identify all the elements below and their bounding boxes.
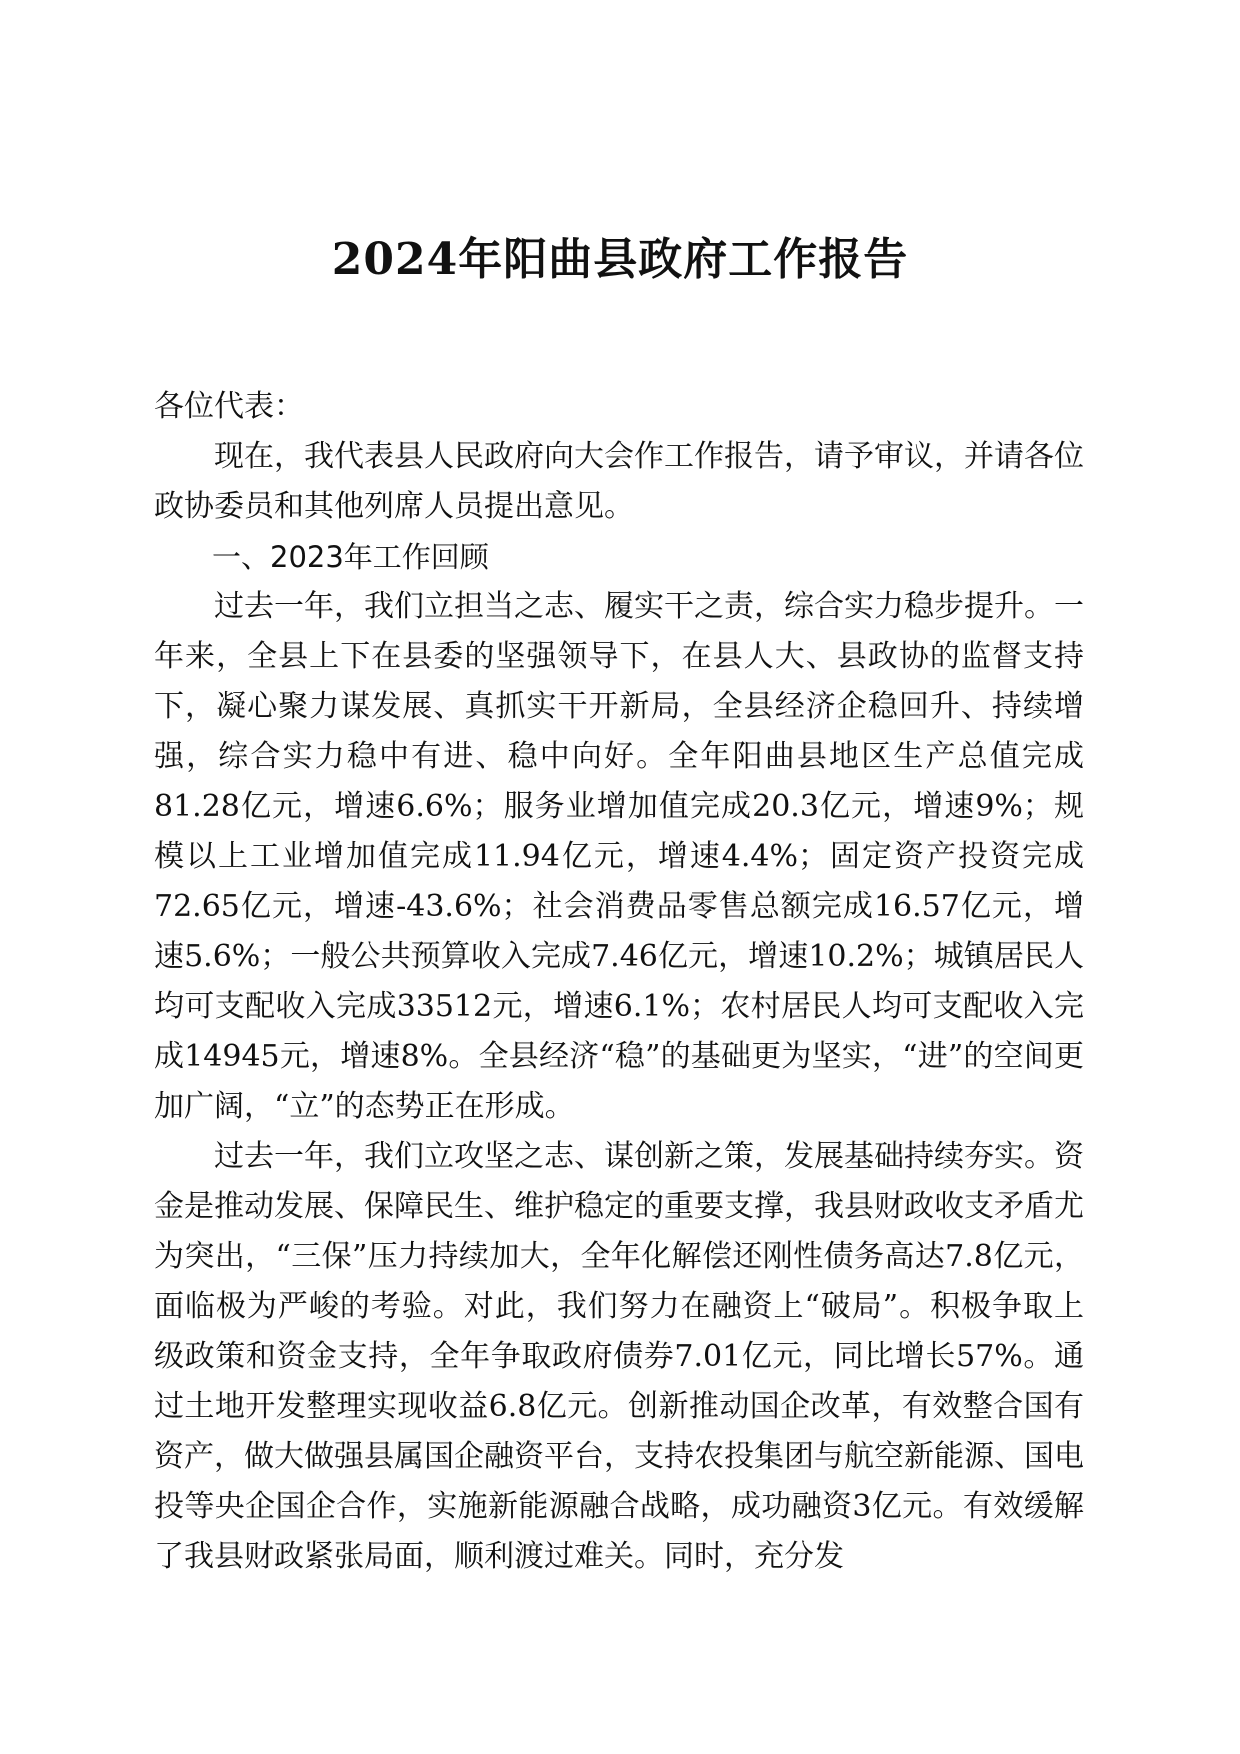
salutation: 各位代表： xyxy=(154,389,304,424)
document-body xyxy=(154,382,1084,1582)
section-heading: 一、2023年工作回顾 xyxy=(212,540,489,574)
paragraph-overview: 过去一年，我们立担当之志、履实干之责，综合实力稳步提升。一年来，全县上下在县委的坚强领导下，在县人大、县政协的监督支持下，凝心聚力谋发展、真抓实干开新局，全县经济企稳回升、持续增强，综合实力稳中有进、稳中向好。全年阳曲县地区生产总值完成81.28亿元，增速6.6%；服务业增加值完成20.3亿元，增速9%；规模以上工业增加值完成11.94亿元，增速4.4%；固定资产投资完成72.65亿元，增速-43.6%；社会消费品零售总额完成16.57亿元，增速5.6%；一般公共预算收入完成7.46亿元，增速10.2%；城镇居民人均可支配收入完成33512元，增速6.1%；农村居民人均可支配收入完成14945元，增速8%。全县经济“稳”的基础更为坚实，“进”的空间更加广阔，“立”的态势正在形成。 xyxy=(154,589,1084,1124)
intro-paragraph: 现在，我代表县人民政府向大会作工作报告，请予审议，并请各位政协委员和其他列席人员提出意见。 xyxy=(154,439,1084,524)
document-title: 2024年阳曲县政府工作报告 xyxy=(331,234,909,285)
paragraph-finance: 过去一年，我们立攻坚之志、谋创新之策，发展基础持续夯实。资金是推动发展、保障民生、维护稳定的重要支撑，我县财政收支矛盾尤为突出，“三保”压力持续加大，全年化解偿还刚性债务高达7.8亿元，面临极为严峻的考验。对此，我们努力在融资上“破局”。积极争取上级政策和资金支持，全年争取政府债券7.01亿元，同比增长57%。通过土地开发整理实现收益6.8亿元。创新推动国企改革，有效整合国有资产，做大做强县属国企融资平台，支持农投集团与航空新能源、国电投等央企国企合作，实施新能源融合战略，成功融资3亿元。有效缓解了我县财政紧张局面，顺利渡过难关。同时，充分发 xyxy=(154,1139,1084,1574)
